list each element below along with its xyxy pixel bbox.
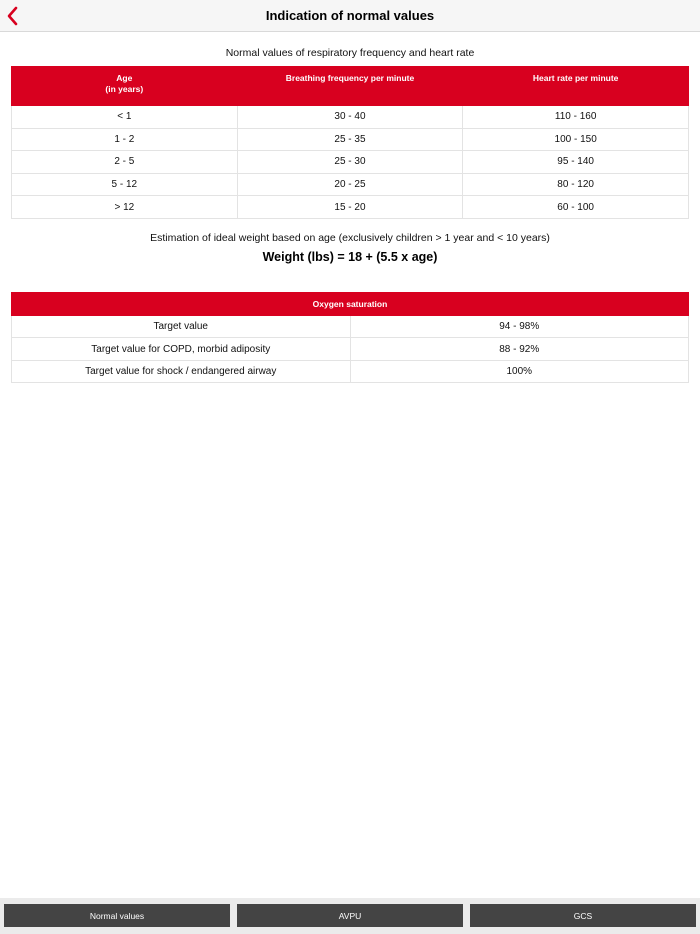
oxygen-value-cell: 94 - 98% [350,316,689,338]
breathing-cell: 25 - 35 [237,128,463,151]
breathing-cell: 15 - 20 [237,196,463,219]
oxygen-table [11,292,689,383]
navigation-bar [0,0,700,32]
tab-gcs[interactable]: GCS [470,904,696,927]
oxygen-value-cell: 88 - 92% [350,338,689,360]
vitals-header-row [12,67,689,106]
breathing-cell: 30 - 40 [237,106,463,129]
heart-cell: 110 - 160 [463,106,689,129]
oxygen-header-row [12,293,689,316]
age-cell: < 1 [12,106,238,129]
age-cell: 2 - 5 [12,151,238,174]
oxygen-label-cell: Target value for shock / endangered airway [12,360,351,382]
vitals-caption: Normal values of respiratory frequency and heart rate [225,47,475,59]
table-row [12,128,689,151]
age-header [12,67,238,106]
weight-caption: Estimation of ideal weight based on age (exclusively children > 1 year and < 10 years) [150,232,550,244]
age-cell: 5 - 12 [12,173,238,196]
table-row [12,173,689,196]
breathing-cell: 20 - 25 [237,173,463,196]
age-header-unit: (in years) [105,84,144,94]
table-row [12,360,689,382]
page-title: Indication of normal values [265,8,435,23]
heart-cell: 80 - 120 [463,173,689,196]
age-cell: 1 - 2 [12,128,238,151]
heart-cell: 100 - 150 [463,128,689,151]
age-header-label: Age [116,73,133,83]
table-row [12,338,689,360]
table-row [12,316,689,338]
tab-avpu[interactable]: AVPU [237,904,463,927]
weight-formula: Weight (lbs) = 18 + (5.5 x age) [262,250,438,264]
breathing-header: Breathing frequency per minute [237,67,463,106]
breathing-cell: 25 - 30 [237,151,463,174]
bottom-tab-bar [0,898,700,934]
vitals-table [11,66,689,219]
oxygen-label-cell: Target value [12,316,351,338]
heart-header: Heart rate per minute [463,67,689,106]
oxygen-label-cell: Target value for COPD, morbid adiposity [12,338,351,360]
table-row [12,106,689,129]
oxygen-value-cell: 100% [350,360,689,382]
age-cell: > 12 [12,196,238,219]
heart-cell: 60 - 100 [463,196,689,219]
tab-normal-values[interactable]: Normal values [4,904,230,927]
heart-cell: 95 - 140 [463,151,689,174]
table-row [12,196,689,219]
table-row [12,151,689,174]
oxygen-header: Oxygen saturation [12,293,689,316]
